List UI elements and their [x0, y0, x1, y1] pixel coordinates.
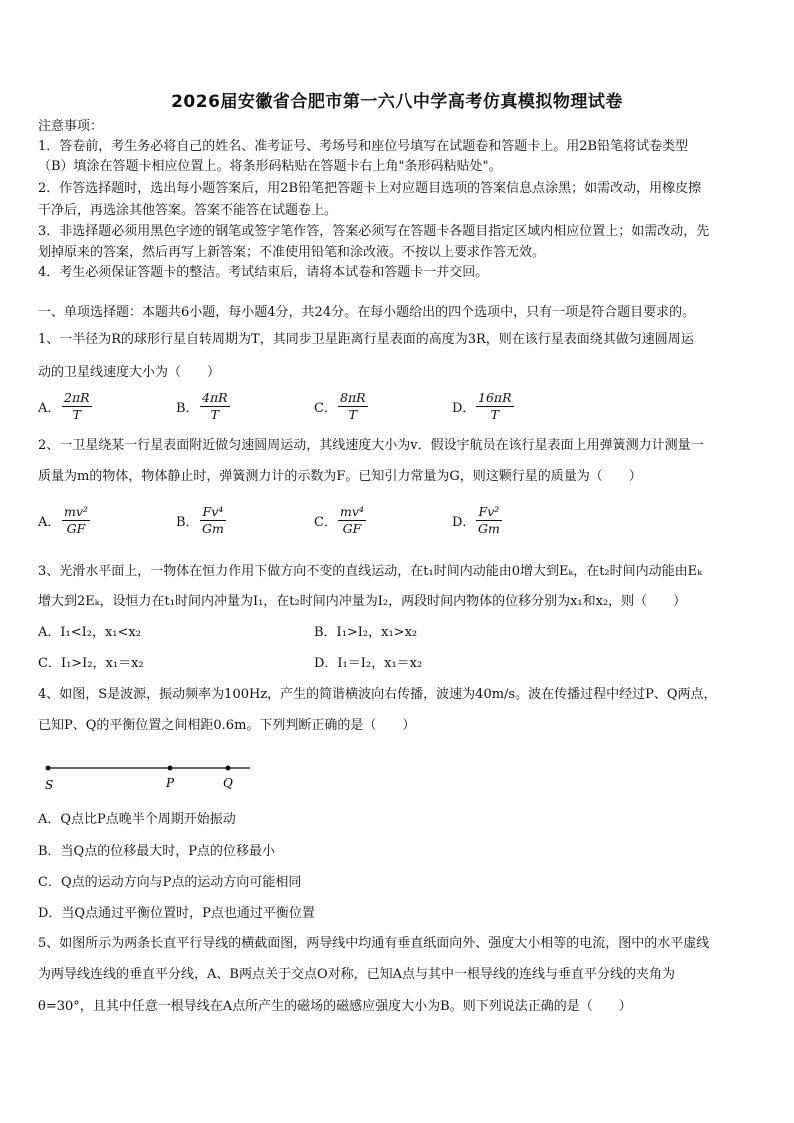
label-q: Q — [223, 776, 233, 790]
question-5-text: θ=30°，且其中任意一根导线在A点所产生的磁场的磁感应强度大小为B。则下列说法正确的是（ ） — [38, 999, 632, 1014]
wave-figure — [40, 758, 260, 794]
notice-line: 4．考生必须保证答题卡的整洁。考试结束后，请将本试卷和答题卡一并交回。 — [38, 265, 489, 280]
option: C．I₁>I₂，x₁＝x₂ — [38, 656, 144, 671]
question-1-text: 动的卫星线速度大小为（ ） — [38, 365, 221, 380]
notice-line: 1．答卷前，考生务必将自己的姓名、准考证号、考场号和座位号填写在试题卷和答题卡上。用2B铅笔将试卷类型 — [38, 139, 689, 154]
notice-line: （B）填涂在答题卡相应位置上。将条形码粘贴在答题卡右上角"条形码粘贴处"。 — [38, 159, 502, 174]
question-3-text: 3、光滑水平面上，一物体在恒力作用下做方向不变的直线运动，在t₁时间内动能由0增大到Eₖ，在t₂时间内动能由Eₖ — [38, 564, 702, 579]
option: D．I₁＝I₂，x₁＝x₂ — [314, 656, 423, 671]
option-fraction: $\frac{\text{mv²}}{GF}$ — [64, 504, 88, 536]
option-label: A． — [38, 401, 61, 416]
option-fraction: $\frac{2\pi R}{T}$ — [64, 390, 90, 422]
option: A．Q点比P点晚半个周期开始振动 — [38, 812, 236, 827]
notice-line: 划掉原来的答案，然后再写上新答案；不准使用铅笔和涂改液。不按以上要求作答无效。 — [38, 245, 546, 260]
label-p: P — [166, 776, 175, 790]
option-fraction: $\frac{4\pi R}{T}$ — [202, 390, 228, 422]
option: B．当Q点的位移最大时，P点的位移最小 — [38, 844, 275, 859]
option-label: C． — [314, 515, 337, 530]
question-5-text: 为两导线连线的垂直平分线，A、B两点关于交点O对称，已知A点与其中一根导线的连线与垂直平分线的夹角为 — [38, 967, 675, 982]
question-1-text: 1、一半径为R的球形行星自转周期为T，其同步卫星距离行星表面的高度为3R，则在该行星表面绕其做匀速圆周运 — [38, 332, 694, 347]
option-fraction: $\frac{\text{Fv⁴}}{Gm}$ — [202, 504, 224, 536]
point-s — [46, 766, 51, 771]
question-5-text: 5、如图所示为两条长直平行导线的横截面图，两导线中均通有垂直纸面向外、强度大小相等的电流，图中的水平虚线 — [38, 936, 710, 951]
question-4-text: 4、如图，S是波源，振动频率为100Hz，产生的简谐横波向右传播，波速为40m/s。波在传播过程中经过P、Q两点， — [38, 687, 717, 702]
option-fraction: $\frac{8\pi R}{T}$ — [340, 390, 366, 422]
label-s: S — [45, 778, 54, 792]
option-fraction: $\frac{\text{mv⁴}}{GF}$ — [340, 504, 364, 536]
option-label: B． — [176, 401, 199, 416]
option: B．I₁>I₂，x₁>x₂ — [314, 625, 418, 640]
option-label: D． — [452, 515, 476, 530]
notice-line: 3．非选择题必须用黑色字迹的钢笔或签字笔作答，答案必须写在答题卡各题目指定区域内相应位置上；如需改动，先 — [38, 224, 710, 239]
point-p — [168, 766, 173, 771]
point-q — [226, 766, 231, 771]
option-fraction: $\frac{16\pi R}{T}$ — [478, 390, 512, 422]
question-4-text: 已知P、Q的平衡位置之间相距0.6m。下列判断正确的是（ ） — [38, 718, 416, 733]
option-label: D． — [452, 401, 476, 416]
option-label: C． — [314, 401, 337, 416]
question-2-text: 2、一卫星绕某一行星表面附近做匀速圆周运动，其线速度大小为v．假设宇航员在该行星表面上用弹簧测力计测量一 — [38, 438, 704, 453]
option-fraction: $\frac{\text{Fv²}}{Gm}$ — [478, 504, 500, 536]
section-heading: 一、单项选择题：本题共6小题，每小题4分，共24分。在每小题给出的四个选项中，只有一项是符合题目要求的。 — [38, 305, 696, 320]
question-2-text: 质量为m的物体，物体静止时，弹簧测力计的示数为F。已知引力常量为G，则这颗行星的质量为（ ） — [38, 469, 642, 484]
page-title: 2026届安徽省合肥市第一六八中学高考仿真模拟物理试卷 — [171, 92, 623, 112]
option: D．当Q点通过平衡位置时，P点也通过平衡位置 — [38, 906, 315, 921]
option-label: A． — [38, 515, 61, 530]
notice-heading: 注意事项： — [38, 119, 104, 134]
notice-line: 干净后，再选涂其他答案。答案不能答在试题卷上。 — [38, 203, 338, 218]
question-3-text: 增大到2Eₖ，设恒力在t₁时间内冲量为I₁，在t₂时间内冲量为I₂，两段时间内物体的位移分别为x₁和x₂，则（ ） — [38, 594, 687, 609]
option: A．I₁<I₂，x₁<x₂ — [38, 625, 141, 640]
option: C．Q点的运动方向与P点的运动方向可能相同 — [38, 875, 302, 890]
notice-line: 2．作答选择题时，选出每小题答案后，用2B铅笔把答题卡上对应题目选项的答案信息点涂黑；如需改动，用橡皮擦 — [38, 181, 702, 196]
option-label: B． — [176, 515, 199, 530]
